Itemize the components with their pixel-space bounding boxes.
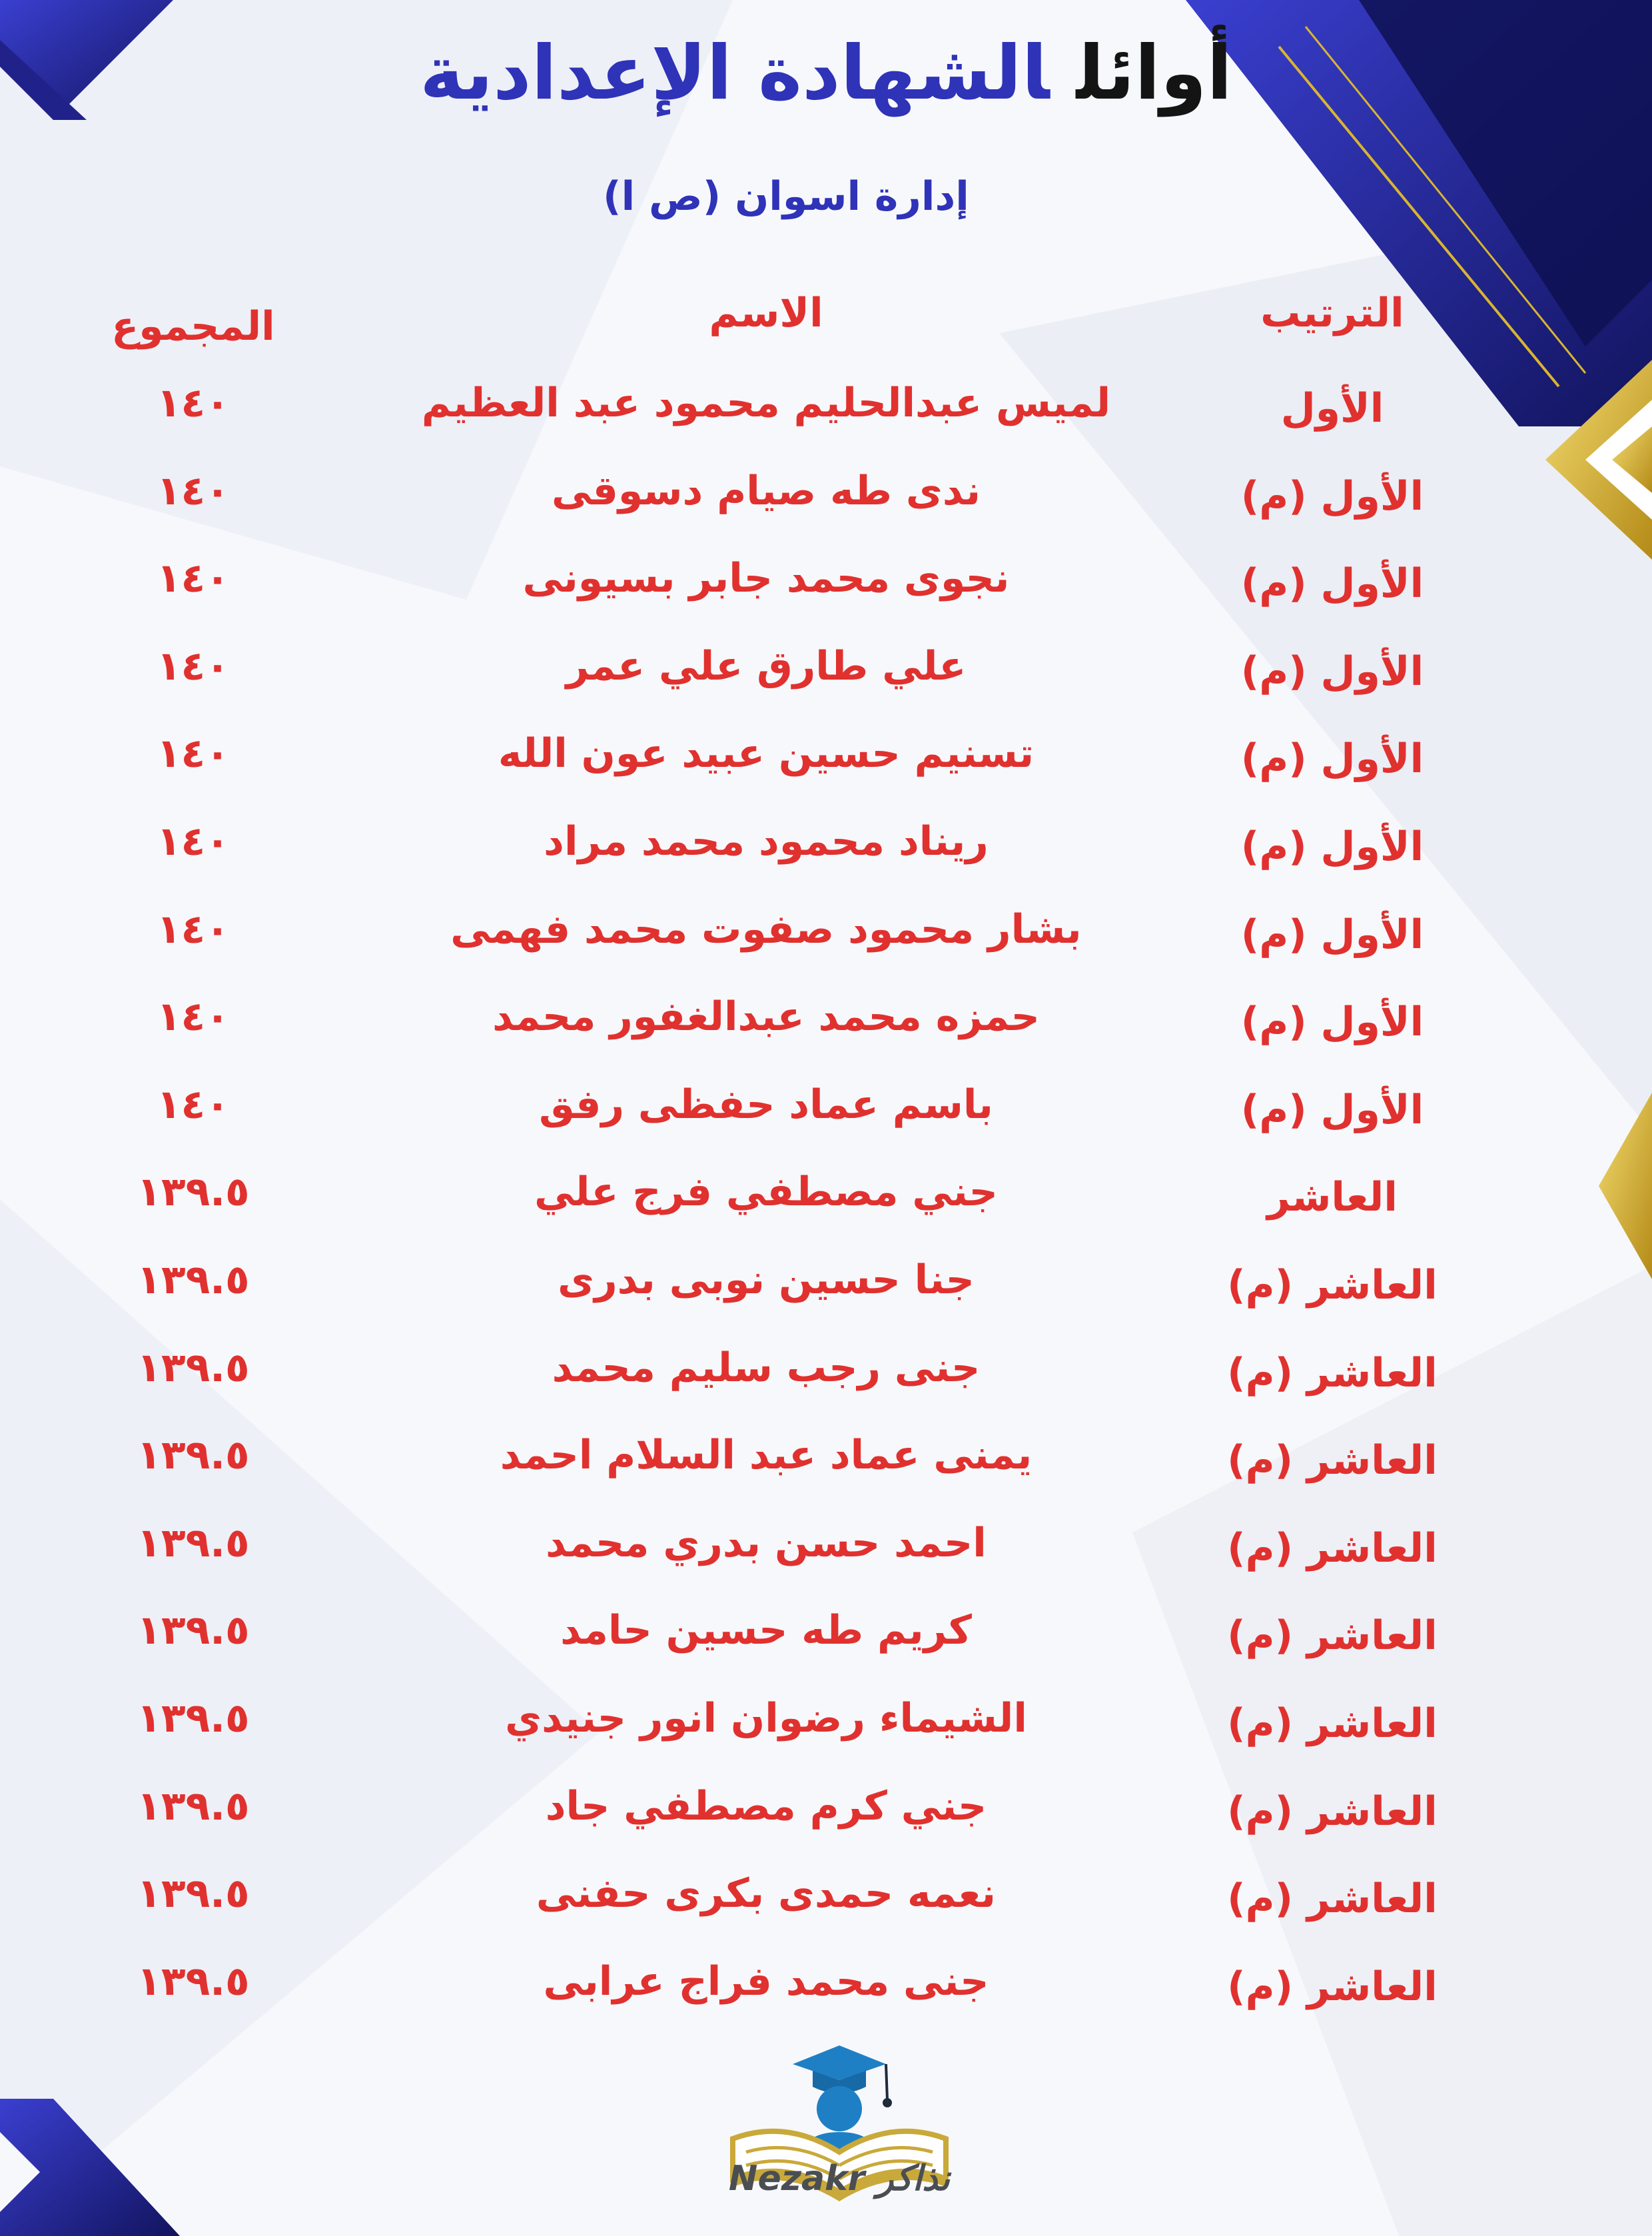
row-name: علي طارق علي عمر (566, 642, 967, 690)
row-rank: العاشر (م) (1227, 1963, 1438, 2010)
row-rank: الأول (م) (1240, 736, 1424, 783)
row-name: جنا حسين نوبى بدرى (558, 1256, 975, 1303)
row-rank: الأول (م) (1240, 648, 1424, 695)
row-total: ١٤٠ (157, 467, 230, 514)
row-name: جنى محمد فراج عرابى (543, 1957, 989, 2005)
row-total: ١٤٠ (157, 555, 230, 602)
table-row (0, 1061, 1652, 1149)
table-row (0, 1412, 1652, 1500)
row-total: ١٣٩.٥ (137, 1344, 250, 1391)
row-rank: الأول (م) (1240, 999, 1424, 1046)
table-row (0, 360, 1652, 448)
row-rank: الأول (م) (1240, 472, 1424, 520)
row-total: ١٤٠ (157, 1081, 230, 1128)
row-name: كريم طه حسين حامد (560, 1607, 972, 1654)
row-total: ١٤٠ (157, 380, 230, 426)
row-rank: العاشر (م) (1227, 1876, 1438, 1923)
row-name: الشيماء رضوان انور جنيدي (505, 1694, 1027, 1742)
table-row (0, 1149, 1652, 1237)
row-rank: العاشر (م) (1227, 1261, 1438, 1309)
row-rank: الأول (م) (1240, 560, 1424, 608)
page-subtitle: إدارة اسوان (ص ا) (603, 173, 969, 220)
row-rank: الأول (1280, 385, 1384, 432)
row-name: ريناد محمود محمد مراد (544, 818, 989, 865)
table-row (0, 973, 1652, 1061)
header-name: الاسم (709, 290, 823, 336)
row-rank: العاشر (م) (1227, 1437, 1438, 1484)
row-name: لميس عبدالحليم محمود عبد العظيم (421, 380, 1111, 426)
header-total: المجموع (111, 303, 275, 350)
row-name: جني كرم مصطفي جاد (545, 1782, 987, 1830)
table-row (0, 623, 1652, 711)
row-total: ١٣٩.٥ (137, 1169, 250, 1216)
table-row (0, 1675, 1652, 1763)
row-name: جني مصطفي فرج علي (534, 1169, 998, 1216)
row-total: ١٣٩.٥ (137, 1607, 250, 1654)
table-row (0, 1850, 1652, 1938)
row-total: ١٣٩.٥ (137, 1432, 250, 1479)
row-total: ١٣٩.٥ (137, 1694, 250, 1742)
results-table (0, 360, 1652, 2025)
logo-text: Nezakr نذاكر (728, 2159, 951, 2199)
row-rank: الأول (م) (1240, 823, 1424, 870)
row-total: ١٤٠ (157, 730, 230, 778)
row-total: ١٣٩.٥ (137, 1256, 250, 1303)
row-total: ١٣٩.٥ (137, 1782, 250, 1830)
row-name: تسنيم حسين عبيد عون الله (498, 730, 1034, 778)
row-name: ندى طه صيام دسوقى (551, 467, 981, 514)
row-rank: العاشر (م) (1227, 1700, 1438, 1747)
row-name: يمنى عماد عبد السلام احمد (500, 1432, 1032, 1479)
table-row (0, 1587, 1652, 1675)
row-total: ١٣٩.٥ (137, 1957, 250, 2005)
header-rank: الترتيب (1260, 290, 1404, 336)
row-name: حمزه محمد عبدالغفور محمد (492, 993, 1040, 1041)
table-row (0, 798, 1652, 886)
row-rank: العاشر (1267, 1174, 1398, 1221)
table-row (0, 1938, 1652, 2026)
row-total: ١٣٩.٥ (137, 1519, 250, 1566)
row-total: ١٤٠ (157, 993, 230, 1041)
table-row (0, 448, 1652, 536)
row-total: ١٤٠ (157, 905, 230, 953)
row-name: جنى رجب سليم محمد (552, 1344, 981, 1391)
row-rank: العاشر (م) (1227, 1788, 1438, 1835)
table-row (0, 535, 1652, 623)
table-row (0, 1325, 1652, 1412)
row-name: نجوى محمد جابر بسيونى (522, 555, 1010, 602)
table-row (0, 710, 1652, 798)
table-header (0, 280, 1652, 350)
table-row (0, 1763, 1652, 1851)
row-rank: العاشر (م) (1227, 1524, 1438, 1572)
row-rank: العاشر (م) (1227, 1612, 1438, 1660)
title-part-black: أوائل (1076, 30, 1232, 117)
table-row (0, 1500, 1652, 1588)
row-name: باسم عماد حفظى رفق (539, 1081, 993, 1128)
row-total: ١٤٠ (157, 818, 230, 865)
table-row (0, 886, 1652, 974)
row-name: بشار محمود صفوت محمد فهمى (450, 905, 1082, 953)
page-title (0, 27, 1652, 120)
title-part-blue: الشهادة الإعدادية (420, 30, 1050, 117)
row-rank: العاشر (م) (1227, 1349, 1438, 1397)
table-row (0, 1237, 1652, 1325)
row-rank: الأول (م) (1240, 911, 1424, 958)
row-total: ١٣٩.٥ (137, 1870, 250, 1918)
row-rank: الأول (م) (1240, 1086, 1424, 1133)
row-name: نعمه حمدى بكرى حفنى (536, 1870, 997, 1918)
row-total: ١٤٠ (157, 642, 230, 690)
row-name: احمد حسن بدري محمد (546, 1519, 987, 1566)
